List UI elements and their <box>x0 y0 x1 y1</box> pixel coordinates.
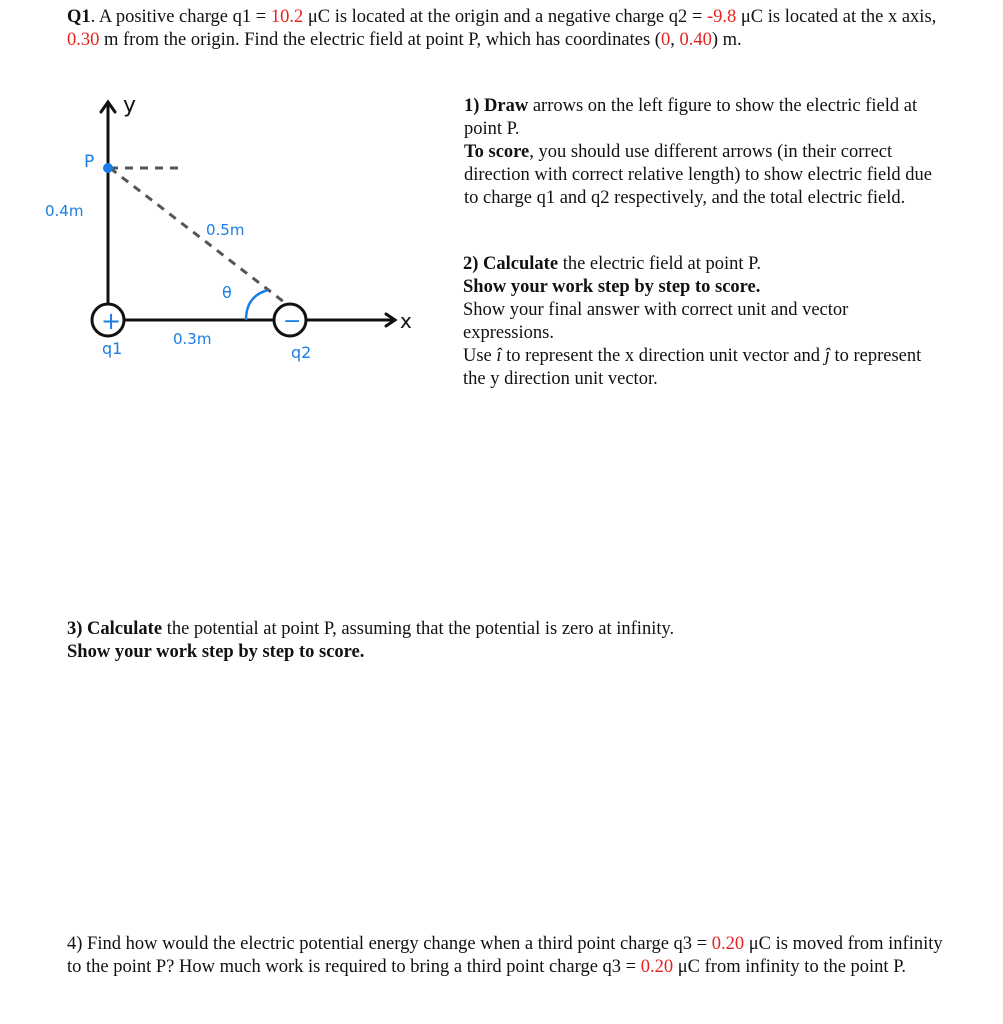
instruction: Show your work step by step to score. <box>67 642 365 662</box>
score-heading: To score <box>464 142 530 162</box>
x-distance-label: 0.3m <box>173 330 212 348</box>
text: Use <box>463 346 497 366</box>
instruction: Show your work step by step to score. <box>463 277 761 297</box>
distance-value: 0.30 <box>67 30 100 50</box>
text: . A positive charge q1 = <box>90 7 271 27</box>
part1-heading: 1) Draw <box>464 96 529 116</box>
x-label: x <box>400 309 412 333</box>
text: the potential at point P, assuming that the potential is zero at infinity. <box>162 619 675 639</box>
text: 4) Find how would the electric potential energy change when a third point charge q3 = <box>67 934 712 954</box>
i-hat: î <box>496 346 502 366</box>
part-2 <box>463 253 923 391</box>
text: the electric field at point P. <box>558 254 761 274</box>
text: μC from infinity to the point P. <box>673 957 907 977</box>
text: μC is moved from infinity to the point P? How much work is required to bring a third point charge q3 = <box>67 934 943 977</box>
text: to represent the x direction unit vector and <box>501 346 825 366</box>
theta-label: θ <box>222 283 232 302</box>
text: , <box>670 30 680 50</box>
q2-value: -9.8 <box>706 7 737 27</box>
text: Show your final answer with correct unit and vector expressions. <box>463 300 849 343</box>
y-label: y <box>123 93 137 118</box>
p-x: 0 <box>660 30 671 50</box>
question-number: Q1 <box>67 7 91 27</box>
part-1 <box>464 95 949 210</box>
j-hat: ĵ <box>824 346 830 366</box>
part-3 <box>67 618 947 664</box>
charge-diagram <box>0 0 440 380</box>
p-label: P <box>84 152 95 172</box>
p-y: 0.40 <box>679 30 712 50</box>
q2-label: q2 <box>291 343 312 362</box>
q3-value: 0.20 <box>711 934 745 954</box>
hypotenuse-label: 0.5m <box>206 221 245 239</box>
text: μC is located at the x axis, <box>736 7 937 27</box>
y-distance-label: 0.4m <box>45 202 84 220</box>
text: , you should use different arrows (in their correct direction with correct relative length) to show electric field due to charge q1 and q2 respectively, and the total electric field. <box>464 142 932 208</box>
text: μC is located at the origin and a negative charge q2 = <box>303 7 707 27</box>
text: m from the origin. Find the electric field at point P, which has coordinates ( <box>99 30 661 50</box>
text: arrows on the left figure to show the electric field at point P. <box>464 96 918 139</box>
point-p <box>103 163 113 173</box>
q3-value: 0.20 <box>640 957 674 977</box>
part-4 <box>67 933 947 979</box>
q1-label: q1 <box>102 339 123 358</box>
minus-sign: − <box>283 309 302 334</box>
part3-heading: 3) Calculate <box>67 619 163 639</box>
plus-sign: + <box>101 307 122 335</box>
text: to represent the y direction unit vector. <box>463 346 922 389</box>
angle-arc <box>246 290 268 320</box>
part2-heading: 2) Calculate <box>463 254 559 274</box>
text: ) m. <box>711 30 742 50</box>
q1-value: 10.2 <box>270 7 304 27</box>
hypotenuse-dashed-line <box>110 168 284 302</box>
